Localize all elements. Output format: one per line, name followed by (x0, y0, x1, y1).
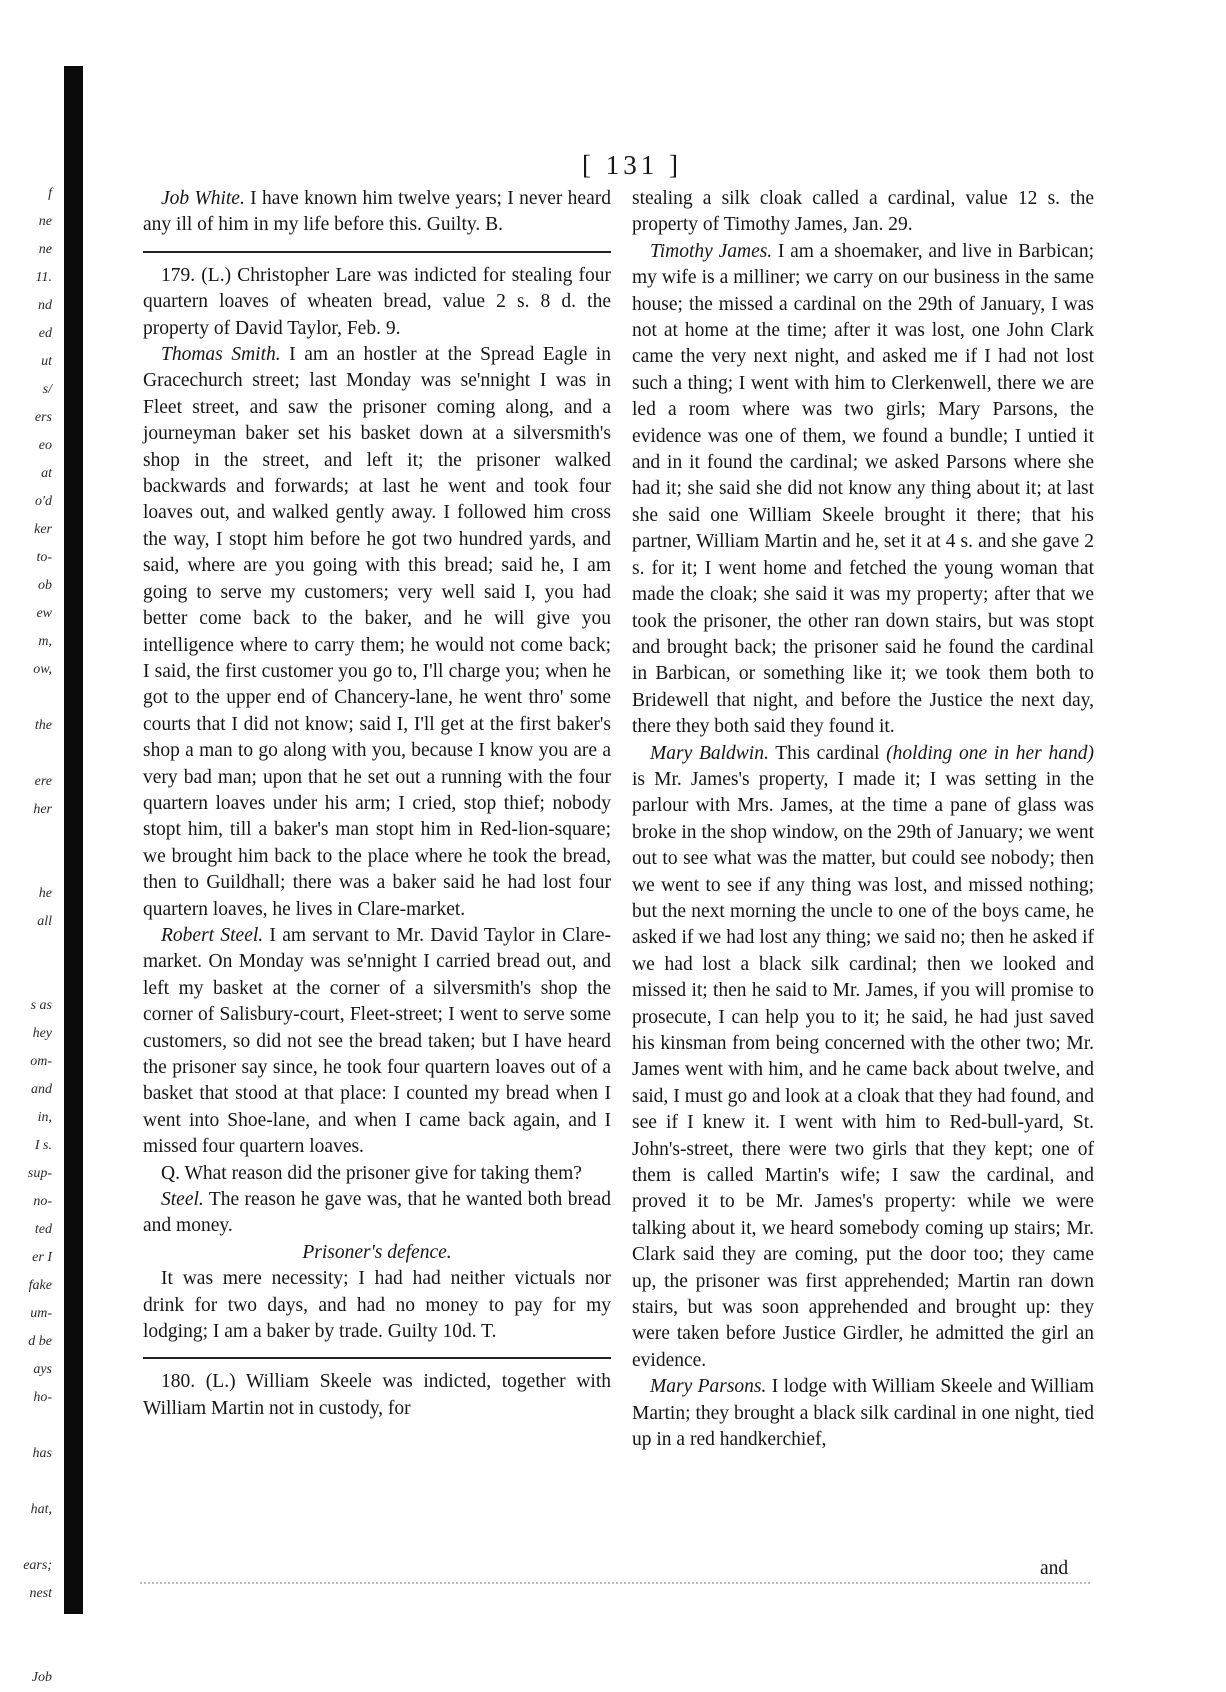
margin-fragment: eo (38, 438, 52, 453)
margin-fragment: he (38, 886, 52, 901)
margin-fragment: all (37, 914, 52, 929)
testimony-mary-baldwin (632, 741, 1094, 1375)
testimony-steel (143, 1187, 611, 1240)
margin-fragment: ne (38, 214, 52, 229)
margin-fragment: nest (29, 1586, 52, 1601)
testimony-timothy-james (632, 239, 1094, 741)
margin-fragment: ob (38, 578, 52, 593)
margin-fragment: ays (33, 1362, 52, 1377)
margin-fragment (0, 936, 58, 964)
prisoner-defence: It was mere necessity; I had had neither victuals nor drink for two days, and had no money to pay for my lodging; I am a baker by trade. Guilty 10d. T. (143, 1268, 611, 1343)
margin-fragment: in, (37, 1110, 52, 1125)
section-rule (143, 251, 611, 253)
margin-fragment: er I (32, 1250, 52, 1265)
speaker-name: Job White. (161, 188, 245, 209)
testimony-text: I am a shoemaker, and live in Barbican; my wife is a milliner; we carry on our business in the same house; the missed a cardinal on the 29th of January, I was not at home at the time; after it was lost, one John Clark came the very next night, and asked me if I had not lost such a thing; I went with him to Clerkenwell, there we are led a room where was two girls; Mary Parsons, the evidence was one of them, we found a bundle; I untied it and in it found the cardinal; we asked Parsons where she had it; she said she did not know any thing about it; at last she said one William Skeele brought it there; that his partner, William Martin and he, set it at 4 s. and she gave 2 s. for it; I went home and fetched the young woman that made the cloak; she said it was my property; after that we took the prisoner, the other ran down stairs, but was stopt and brought back; the prisoner said he found the cardinal in Barbican, or something like it; we took them both to Bridewell that night, and before the Justice the next day, there they both said they found it. (632, 240, 1094, 738)
testimony-mary-parsons (632, 1374, 1094, 1453)
margin-fragment: ted (34, 1222, 52, 1237)
testimony-text: This cardinal (768, 742, 887, 764)
margin-fragment: s/ (42, 382, 52, 397)
testimony-text: is Mr. James's property, I made it; I was setting in the parlour with Mrs. James, at the time a pane of glass was broke in the shop window, on the 29th of January; we went out to see what was the matter, but could see nobody; then we went to see if any thing was lost, and missed nothing; but the next morning the uncle to one of the boys came, he asked if we had lost any thing; we said no; then he asked if we had lost a black silk cardinal; then we looked and missed it; then he said to Mr. James, if you will promise to prosecute, I can help you to it; he said, he had just saved his kinsman from being concerned with the other two; Mr. James went with him, and he came back about twelve, and said, I must go and look at a cloak that they had found, and see if I knew it. I went with him to Red-bull-yard, St. John's-street, there were two girls that they kept; one of them is called Martin's wife; I saw the cardinal, and proved it to be Mr. James's property: while we were talking about it, we heard somebody coming up stairs; Mr. Clark said they are coming, put the door too; they came up, the prisoner was first apprehended; Martin ran down stairs, but was soon apprehended and brought up: they were taken before Justice Girdler, he admitted the girl an evidence. (632, 768, 1094, 1371)
stage-direction: (holding one in her hand) (886, 742, 1094, 764)
speaker-name: Timothy James. (650, 240, 773, 262)
section-rule (143, 1357, 611, 1359)
testimony-thomas-smith (143, 342, 611, 923)
margin-fragment: hat, (30, 1502, 52, 1517)
margin-fragment (0, 740, 58, 768)
margin-fragment (0, 964, 58, 992)
margin-fragment: her (33, 802, 52, 817)
margin-fragment: to- (36, 550, 52, 565)
margin-fragment: at (41, 466, 52, 481)
margin-fragment: ere (34, 774, 52, 789)
left-column (143, 186, 611, 1422)
margin-fragment: f (48, 186, 52, 201)
margin-fragment (0, 684, 58, 712)
margin-fragment (0, 1636, 58, 1664)
margin-fragment: nd (38, 298, 52, 313)
margin-fragment: ed (38, 326, 52, 341)
margin-fragment: m, (38, 634, 52, 649)
testimony-robert-steel (143, 923, 611, 1161)
margin-fragment: s as (30, 998, 52, 1013)
speaker-name: Steel. (161, 1189, 204, 1211)
catchword: and (1040, 1558, 1069, 1579)
case-heading-180: 180. (L.) William Skeele was indicted, together with William Martin not in custody, for (143, 1371, 611, 1419)
margin-fragment: fake (28, 1278, 52, 1293)
margin-fragment: Job (31, 1670, 52, 1685)
case-continuation: stealing a silk cloak called a cardinal, value 12 s. the property of Timothy James, Jan. 29. (632, 188, 1094, 236)
margin-fragment (0, 1608, 58, 1636)
margin-fragment (0, 1468, 58, 1496)
binding-gutter (64, 66, 83, 1614)
margin-fragment: om- (30, 1054, 52, 1069)
margin-fragment (0, 1412, 58, 1440)
right-column (632, 186, 1094, 1454)
speaker-name: Mary Baldwin. (650, 742, 769, 764)
margin-fragment: I s. (34, 1138, 52, 1153)
margin-fragment: has (32, 1446, 52, 1461)
defence-heading: Prisoner's defence. (302, 1241, 452, 1263)
testimony-text: I have known him twelve years; I never heard any ill of him in my life before this. Guilty. B. (143, 188, 611, 236)
speaker-name: Mary Parsons. (650, 1376, 767, 1398)
margin-fragment: ers (34, 410, 52, 425)
margin-fragment (0, 852, 58, 880)
margin-fragment: ne (38, 242, 52, 257)
margin-fragment: sup- (27, 1166, 52, 1181)
left-margin-bleed (0, 180, 58, 1685)
testimony-job-white (143, 186, 611, 239)
margin-fragment: d be (28, 1334, 52, 1349)
margin-fragment: no- (33, 1194, 52, 1209)
speaker-name: Thomas Smith. (161, 344, 281, 366)
question: Q. What reason did the prisoner give for taking them? (161, 1162, 582, 1184)
testimony-text: The reason he gave was, that he wanted both bread and money. (143, 1189, 611, 1237)
margin-fragment: o'd (35, 494, 52, 509)
margin-fragment: 11. (35, 270, 52, 285)
margin-fragment (0, 824, 58, 852)
margin-fragment: ew (36, 606, 52, 621)
margin-fragment: ker (34, 522, 52, 537)
margin-fragment (0, 1524, 58, 1552)
scan-noise (140, 1582, 1090, 1602)
speaker-name: Robert Steel. (161, 924, 264, 946)
margin-fragment: um- (30, 1306, 52, 1321)
margin-fragment: ow, (33, 662, 52, 677)
page-number: [ 131 ] (582, 150, 682, 180)
margin-fragment: the (34, 718, 52, 733)
testimony-text: I lodge with William Skeele and William Martin; they brought a black silk cardinal in one night, tied up in a red handkerchief, (632, 1376, 1094, 1451)
margin-fragment: ho- (33, 1390, 52, 1405)
margin-fragment: hey (32, 1026, 52, 1041)
case-heading-179: 179. (L.) Christopher Lare was indicted for stealing four quartern loaves of wheaten bread, value 2 s. 8 d. the property of David Taylor, Feb. 9. (143, 264, 611, 339)
margin-fragment: and (31, 1082, 52, 1097)
testimony-text: I am an hostler at the Spread Eagle in Gracechurch street; last Monday was se'nnight I was in Fleet street, and saw the prisoner coming along, and a journeyman baker set his basket down at a silversmith's shop in the street, and left it; the prisoner walked backwards and forwards; at last he went and took four loaves out, and walked gently away. I followed him cross the way, I stopt him before he got two hundred yards, and said, where are you going with this bread; said he, I am going to serve my customers; very well said I, you had better come back to the baker, and he will give you intelligence where to carry them; he would not come back; I said, the first customer you go to, I'll charge you; when he got to the upper end of Chancery-lane, he went thro' some courts that I did not know; said I, I'll get at the first baker's shop a man to go along with you, because I know you are a very bad man; upon that he set out a running with the four quartern loaves under his arm; I cried, stop thief; nobody stopt him, till a baker's man stopt him in Red-lion-square; we brought him back to the place where he took the bread, then to Guildhall; there was a baker said he had lost four quartern loaves, he lives in Clare-market. (143, 344, 611, 920)
testimony-text: I am servant to Mr. David Taylor in Clare-market. On Monday was se'nnight I carried bread out, and left my basket at the corner of a silversmith's shop the corner of Salisbury-court, Fleet-street; I went to serve some customers, so did not see the bread taken; but I have heard the prisoner say since, he took four quartern loaves out of a basket that stood at that place: I counted my bread when I went into Shoe-lane, and when I came back again, and I missed four quartern loaves. (143, 924, 612, 1158)
margin-fragment: ears; (23, 1558, 52, 1573)
margin-fragment: ut (41, 354, 52, 369)
